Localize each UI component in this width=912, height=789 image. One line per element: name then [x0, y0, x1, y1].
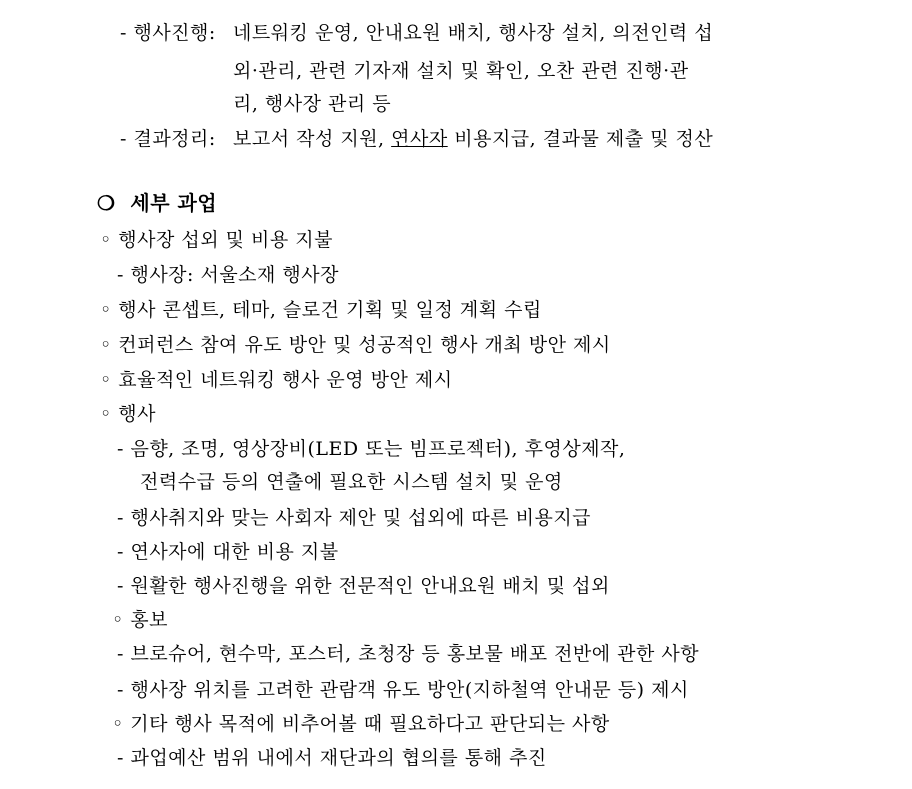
list-item: ◦ 기타 행사 목적에 비추어볼 때 필요하다고 판단되는 사항 [112, 713, 610, 735]
list-item: - 원활한 행사진행을 위한 전문적인 안내요원 배치 및 섭외 [117, 575, 610, 597]
circle-bullet-icon: ❍ [97, 191, 116, 215]
term-description: 비용지급, 결과물 제출 및 정산 [447, 128, 714, 150]
section-heading [97, 190, 217, 216]
underlined-text: 연사자 [391, 128, 448, 150]
list-item: - 행사장 위치를 고려한 관람객 유도 방안(지하철역 안내문 등) 제시 [117, 679, 689, 701]
overview-row-continuation: 외·관리, 관련 기자재 설치 및 확인, 오찬 관련 진행·관 [233, 60, 689, 82]
list-item: - 브로슈어, 현수막, 포스터, 초청장 등 홍보물 배포 전반에 관한 사항 [117, 643, 700, 665]
list-item: ◦ 행사장 섭외 및 비용 지불 [100, 229, 333, 251]
term-label: - 결과정리: [120, 128, 216, 150]
list-item: ◦ 효율적인 네트워킹 행사 운영 방안 제시 [100, 369, 453, 391]
list-item: ◦ 행사 [100, 403, 156, 425]
overview-row-event-progress [120, 20, 713, 46]
list-item: - 연사자에 대한 비용 지불 [117, 541, 339, 563]
list-item: - 과업예산 범위 내에서 재단과의 협의를 통해 추진 [117, 747, 547, 769]
term-description: 보고서 작성 지원, [233, 128, 392, 150]
term-label: - 행사진행: [120, 22, 216, 44]
list-item: - 행사장: 서울소재 행사장 [117, 264, 339, 286]
section-title: 세부 과업 [130, 191, 218, 215]
list-item: ◦ 홍보 [112, 609, 168, 631]
overview-row-results [120, 126, 713, 152]
overview-row-continuation: 리, 행사장 관리 등 [233, 93, 392, 115]
list-item: ◦ 행사 콘셉트, 테마, 슬로건 기획 및 일정 계획 수립 [100, 299, 542, 321]
term-description: 네트워킹 운영, 안내요원 배치, 행사장 설치, 의전인력 섭 [233, 22, 714, 44]
list-item: ◦ 컨퍼런스 참여 유도 방안 및 성공적인 행사 개최 방안 제시 [100, 334, 611, 356]
list-item: - 행사취지와 맞는 사회자 제안 및 섭외에 따른 비용지급 [117, 507, 592, 529]
list-item: - 음향, 조명, 영상장비(LED 또는 빔프로젝터), 후영상제작, [117, 438, 626, 460]
list-item: 전력수급 등의 연출에 필요한 시스템 설치 및 운영 [140, 471, 563, 493]
